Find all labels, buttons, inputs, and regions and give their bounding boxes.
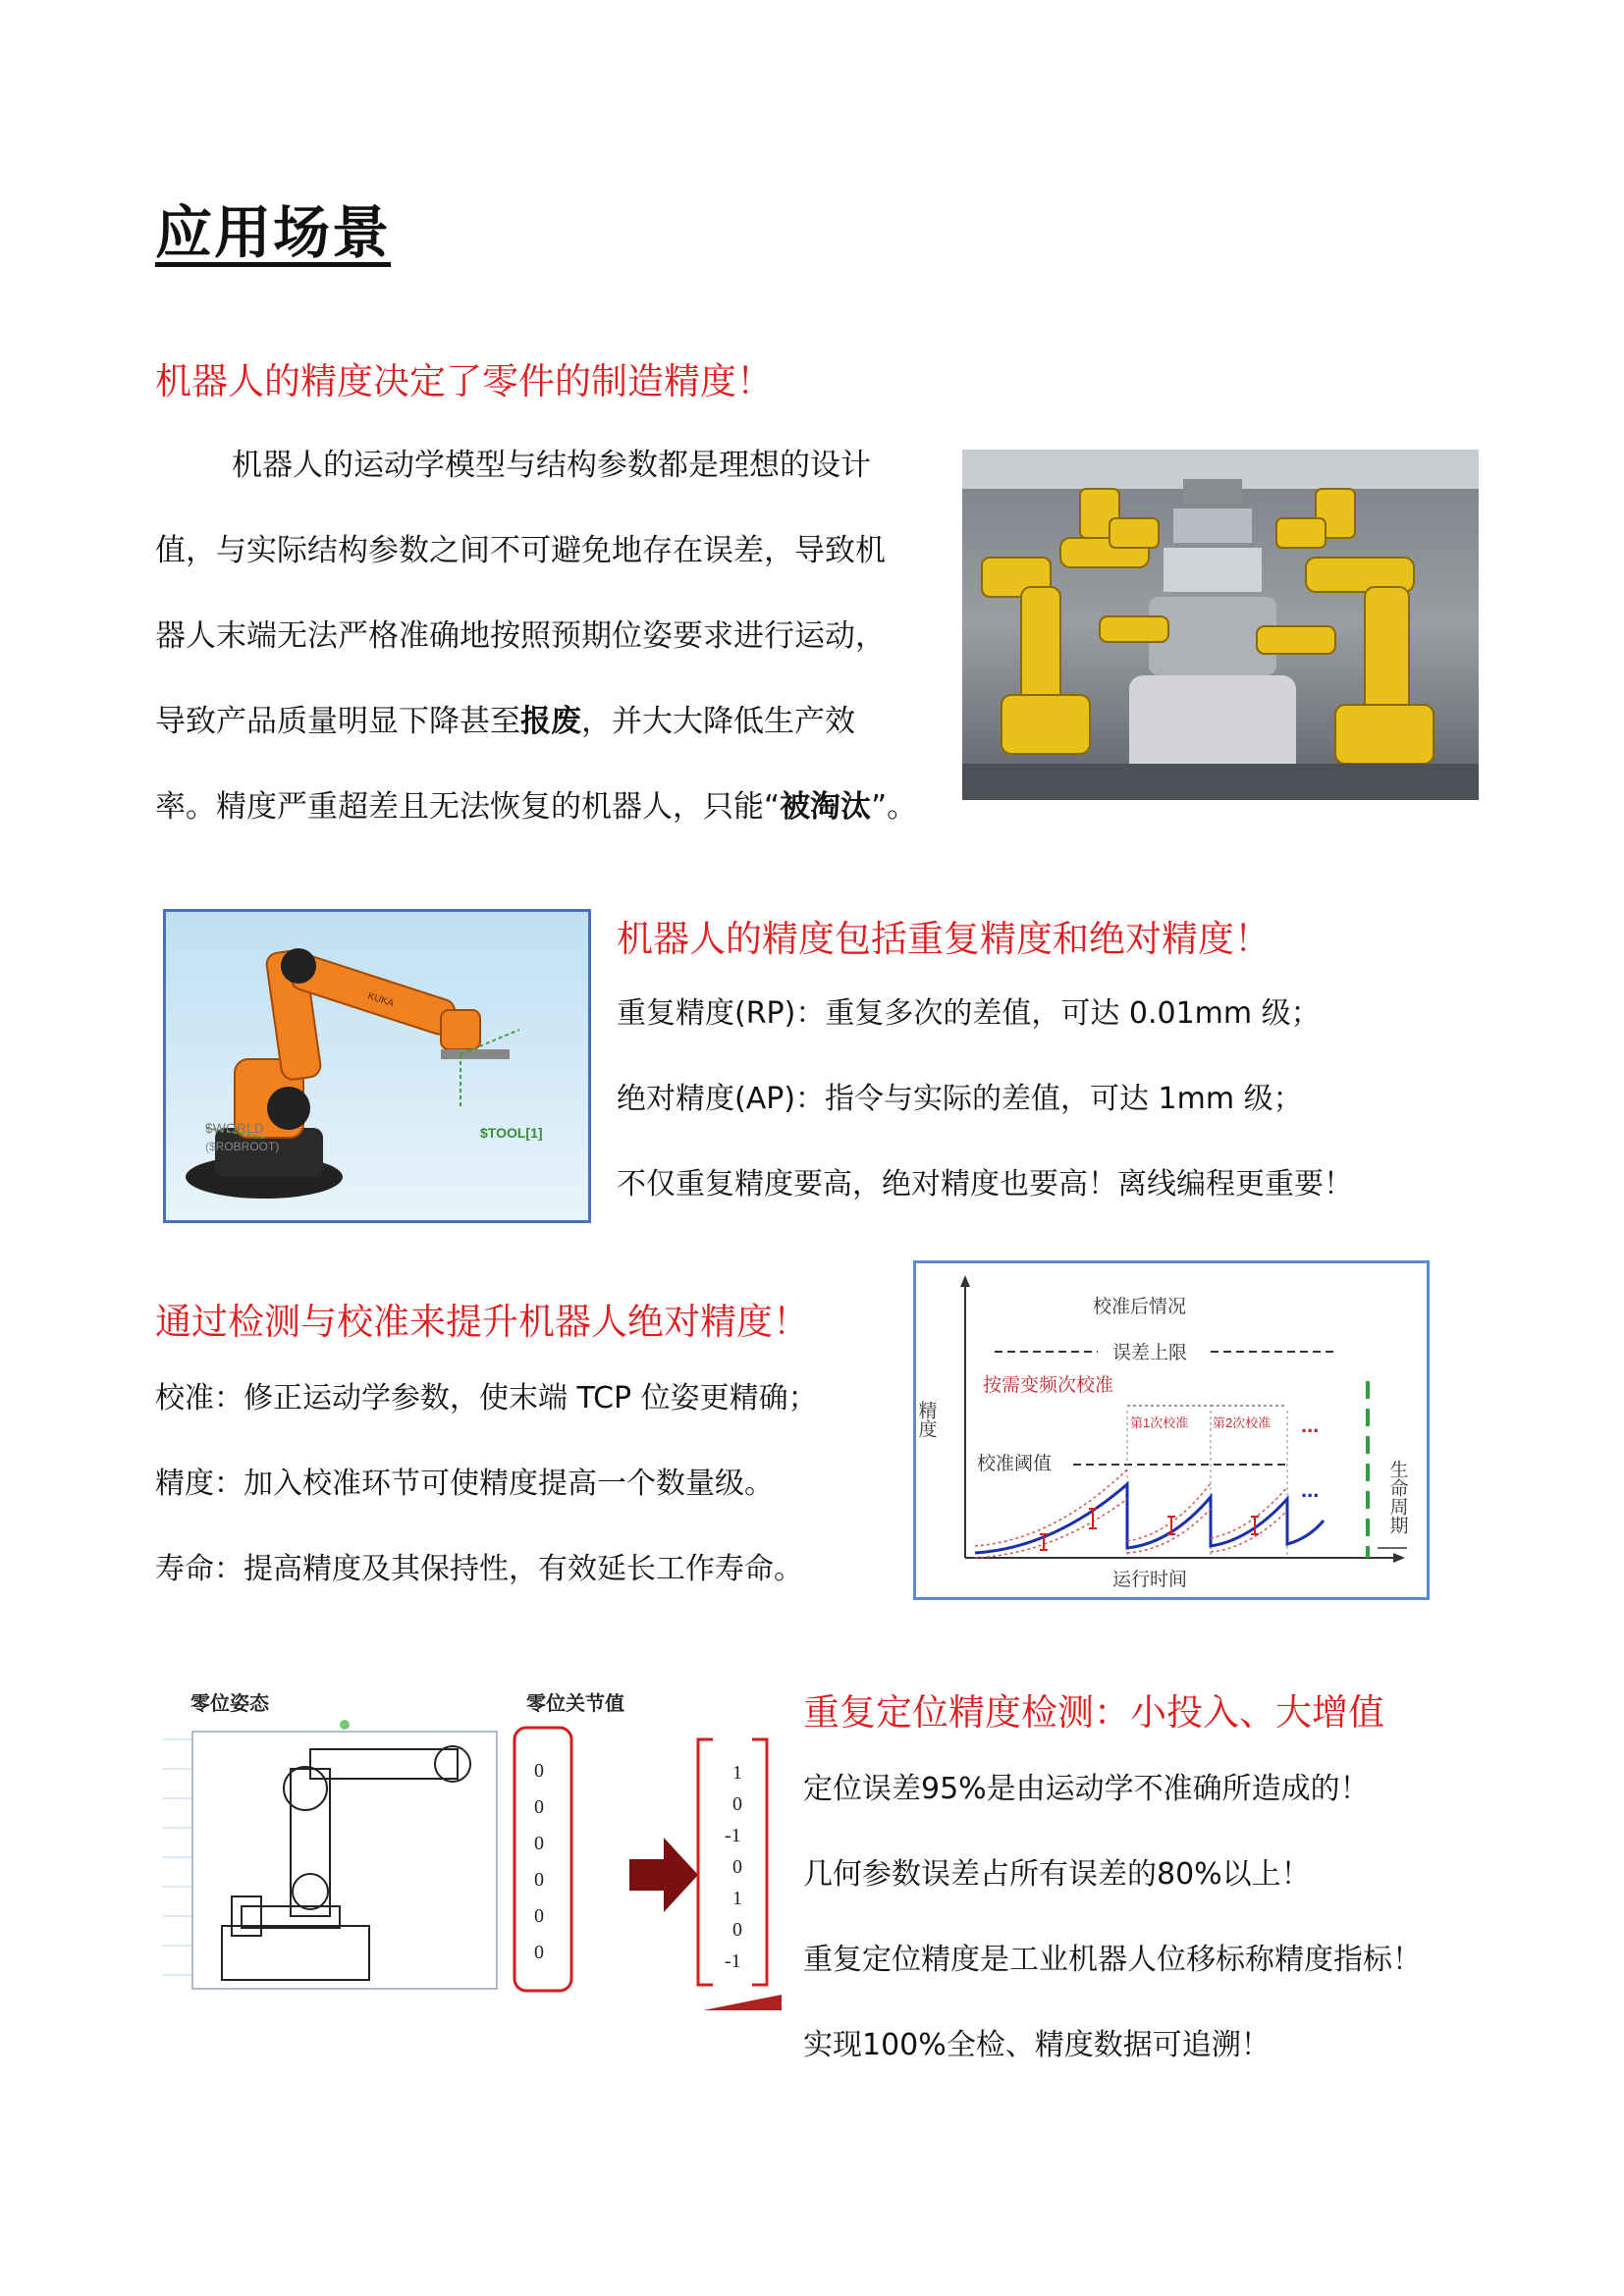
world-label: $WORLD <box>205 1120 264 1136</box>
output-value: 0 <box>732 1919 742 1941</box>
section1-line-2: 值，与实际结构参数之间不可避免地存在误差，导致机 <box>155 533 886 568</box>
section3-line-3: 寿命：提高精度及其保持性，有效延长工作寿命。 <box>155 1552 803 1586</box>
brand-label: KUKA <box>366 990 396 1010</box>
line4-pre: 导致产品质量明显下降甚至 <box>155 704 520 739</box>
joint-label: 零位关节值 <box>526 1693 624 1715</box>
output-value: -1 <box>725 1825 741 1846</box>
x-axis-label: 运行时间 <box>1112 1570 1188 1590</box>
second-cal-label: 第2次校准 <box>1213 1415 1272 1430</box>
threshold-label: 校准阈值 <box>977 1454 1053 1474</box>
chart-title: 校准后情况 <box>1093 1297 1187 1317</box>
zero-position-diagram <box>163 1681 782 2010</box>
kuka-robot-image <box>163 909 591 1223</box>
joint-value: 0 <box>534 1796 544 1818</box>
joint-value: 0 <box>534 1833 544 1854</box>
upper-limit-label: 误差上限 <box>1112 1343 1188 1363</box>
section1-line-4 <box>155 696 855 740</box>
line5-pre: 率。精度严重超差且无法恢复的机器人，只能“ <box>155 789 781 825</box>
section3-line-1: 校准：修正运动学参数，使末端 TCP 位姿更精确； <box>155 1381 818 1415</box>
first-cal-label: 第1次校准 <box>1130 1415 1189 1430</box>
output-value: 1 <box>732 1762 742 1784</box>
joint-value: 0 <box>534 1760 544 1782</box>
joint-value: 0 <box>534 1905 544 1927</box>
line5-post: ”。 <box>871 789 918 825</box>
factory-robots-photo <box>962 450 1479 800</box>
line5-bold: 被淘汰 <box>780 789 872 825</box>
on-demand-label: 按需变频次校准 <box>983 1375 1114 1396</box>
joint-value: 0 <box>534 1942 544 1963</box>
section3-line-2: 精度：加入校准环节可使精度提高一个数量级。 <box>155 1467 774 1501</box>
ellipsis-blue: ... <box>1301 1477 1320 1502</box>
section1-line-5 <box>155 781 917 826</box>
section1-heading: 机器人的精度决定了零件的制造精度！ <box>155 360 773 402</box>
y-axis-label: 精度 <box>916 1401 937 1438</box>
arrow-right-icon <box>629 1838 698 1912</box>
output-value: 0 <box>732 1793 742 1815</box>
line4-post: ，并大大降低生产效 <box>581 704 855 739</box>
page-title: 应用场景 <box>155 199 392 266</box>
output-value: -1 <box>725 1950 741 1972</box>
section2-line-3: 不仅重复精度要高，绝对精度也要高！离线编程更重要！ <box>617 1167 1353 1201</box>
section2-heading: 机器人的精度包括重复精度和绝对精度！ <box>617 918 1271 960</box>
calibration-chart <box>913 1260 1430 1600</box>
ellipsis-red: ... <box>1301 1413 1320 1437</box>
output-value: 1 <box>732 1888 742 1909</box>
section1-line-1: 机器人的运动学模型与结构参数都是理想的设计 <box>232 448 871 483</box>
section4-line-1: 定位误差95%是由运动学不准确所造成的！ <box>803 1772 1370 1806</box>
lifecycle-label: 生命周期 <box>1386 1460 1408 1534</box>
tool-label: $TOOL[1] <box>480 1125 543 1141</box>
section4-line-3: 重复定位精度是工业机器人位移标称精度指标！ <box>803 1943 1422 1977</box>
section4-line-4: 实现100%全检、精度数据可追溯！ <box>803 2028 1271 2062</box>
section4-heading: 重复定位精度检测：小投入、大增值 <box>803 1691 1384 1734</box>
output-value: 0 <box>732 1856 742 1878</box>
section1-line-3: 器人末端无法严格准确地按照预期位姿要求进行运动， <box>155 618 886 654</box>
section2-line-2: 绝对精度(AP)：指令与实际的差值，可达 1mm 级； <box>617 1082 1303 1116</box>
section4-line-2: 几何参数误差占所有误差的80%以上！ <box>803 1857 1311 1892</box>
pose-label: 零位姿态 <box>190 1693 269 1715</box>
robroot-label: ($ROBROOT) <box>205 1140 280 1153</box>
section3-heading: 通过检测与校准来提升机器人绝对精度！ <box>155 1301 809 1343</box>
line4-bold: 报废 <box>520 704 581 739</box>
accuracy-curve <box>975 1484 1324 1553</box>
section2-line-1: 重复精度(RP)：重复多次的差值，可达 0.01mm 级； <box>617 996 1321 1031</box>
joint-value: 0 <box>534 1869 544 1891</box>
